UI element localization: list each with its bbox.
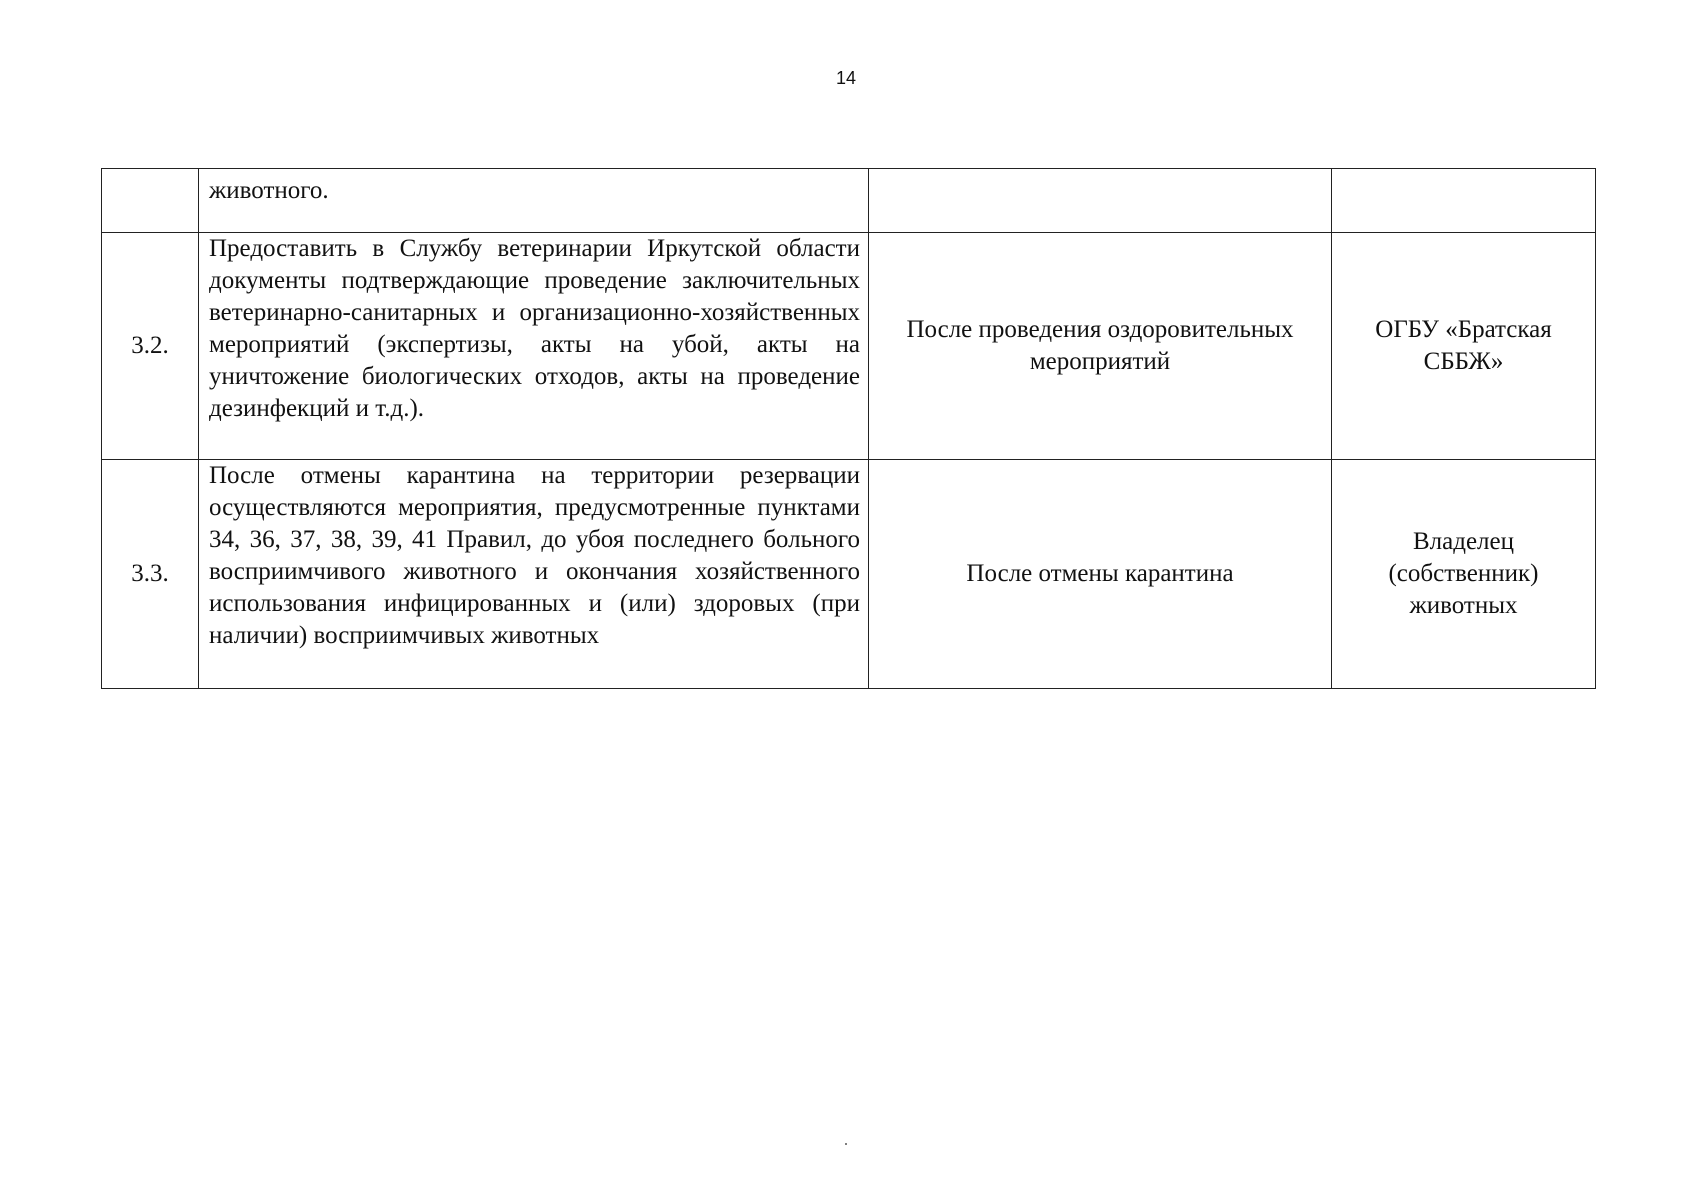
- table-row: [102, 233, 1596, 460]
- deadline-cell: После отмены карантина: [869, 460, 1332, 689]
- measure-description-cell: После отмены карантина на территории резервации осуществляются мероприятия, предусмотренные пунктами 34, 36, 37, 38, 39, 41 Правил, до убоя последнего больного восприимчивого животного и окончания хозяйственного использования инфицированных и (или) здоровых (при наличии) восприимчивых животных: [199, 460, 869, 689]
- deadline-cell: После проведения оздоровительных мероприятий: [869, 233, 1332, 460]
- responsible-cell: [1332, 460, 1596, 689]
- page-number: 14: [835, 68, 857, 88]
- measures-table: [101, 168, 1596, 689]
- responsible-line: животных: [1409, 592, 1518, 619]
- responsible-cell: [1332, 169, 1596, 233]
- measure-description-cell: Предоставить в Службу ветеринарии Иркутской области документы подтверждающие проведение заключительных ветеринарно-санитарных и организационно-хозяйственных мероприятий (экспертизы, акты на убой, акты на уничтожение биологических отходов, акты на проведение дезинфекций и т.д.).: [199, 233, 869, 460]
- responsible-line: (собственник): [1388, 560, 1539, 587]
- row-number-cell: 3.3.: [102, 460, 199, 689]
- responsible-line: ОГБУ «Братская: [1375, 316, 1552, 343]
- measure-description-cell: животного.: [199, 169, 869, 233]
- row-number-cell: 3.2.: [102, 233, 199, 460]
- row-number-cell: [102, 169, 199, 233]
- responsible-line: Владелец: [1412, 528, 1514, 555]
- table-row: [102, 169, 1596, 233]
- table-row: [102, 460, 1596, 689]
- deadline-cell: [869, 169, 1332, 233]
- responsible-line: СББЖ»: [1423, 348, 1504, 375]
- scan-artifact-dot: [845, 1143, 847, 1145]
- responsible-cell: [1332, 233, 1596, 460]
